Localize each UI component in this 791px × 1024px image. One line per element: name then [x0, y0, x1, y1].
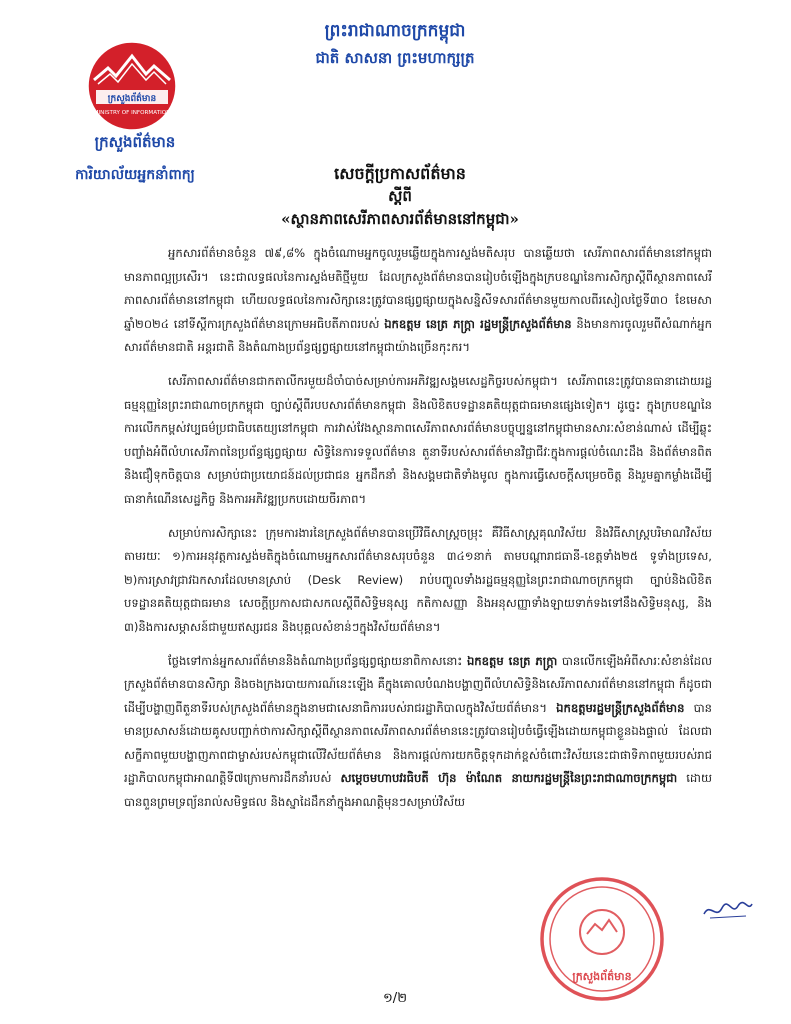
spokesperson-office: ការិយាល័យអ្នកនាំពាក្យ [75, 167, 195, 183]
paragraph-text: បានមានប្រសាសន៍ដោយគូសបញ្ជាក់ថាការសិក្សាស្តីពីស្ថានភាពសេរីភាពសារព័ត៌មាននេះត្រូវបានរៀបចំធ្វើឡើងដោយកម្ពុជាខ្លួនឯងផ្ទាល់ ដែលជាសក្ខីភាពមួយបង្ហាញភាពជាម្ចាស់របស់កម្ពុជាលើវិស័យព័ត៌មាន និងការផ្តល់ការយកចិត្តទុកដាក់ខ្ពស់ចំពោះវិស័យនេះជាផាទិភាពមួយរបស់រាជរដ្ឋាភិបាលកម្ពុជាអាណត្តិទី៧ក្រោមការដឹកនាំរបស់ [124, 700, 712, 786]
press-release-subject: «ស្ថានភាពសេរីភាពសារព័ត៌មាននៅកម្ពុជា» [281, 210, 519, 228]
bold-name: សម្តេចមហាបវរធិបតី ហ៊ុន ម៉ាណែត នាយករដ្ឋមន្ត្រីនៃព្រះរាជាណាចក្រកម្ពុជា [340, 771, 678, 786]
paragraph-4 [124, 650, 712, 815]
kingdom-title: ព្រះរាជាណាចក្រកម្ពុជា [324, 21, 466, 41]
press-release-title: សេចក្តីប្រកាសព័ត៌មាន [334, 164, 466, 183]
document-body [124, 242, 712, 825]
bold-name: ឯកឧត្តមរដ្ឋមន្ត្រីក្រសួងព័ត៌មាន [556, 700, 685, 715]
paragraph-text: ដោយបានពួនព្រមទ្រព្យ័នរាល់សមិទ្ធផល និងស្នាដៃដឹកនាំក្នុងអាណត្តិមុនៗសម្រាប់វិស័យ [124, 771, 712, 810]
logo-khmer-text: ក្រសួងព័ត៌មាន [107, 94, 157, 104]
seal-text: ក្រសួងព័ត៌មាន [572, 970, 632, 983]
signature-icon [700, 896, 756, 924]
paragraph-text: បានលើកឡើងអំពីសារៈសំខាន់ដែលក្រសួងព័ត៌មានបានសិក្សា និងចងក្រងរបាយការណ៍នេះឡើង គឺក្នុងគោលបំណងបង្ហាញពីលំហសិទ្ធិនិងសេរីភាពសារព័ត៌មាននៅកម្ពុជា ក៏ដូចជាដើម្បីបង្ហាញពីតួនាទីរបស់ក្រសួងព័ត៌មានក្នុងនាមជាសេនាធិការរបស់រាជរដ្ឋាភិបាលក្នុងវិស័យព័ត៌មាន។ [124, 653, 713, 715]
kingdom-motto: ជាតិ សាសនា ព្រះមហាក្សត្រ [315, 49, 475, 67]
bold-name: ឯកឧត្តម នេត្រ ភក្ត្រា [466, 653, 558, 668]
bold-name: ឯកឧត្តម នេត្រ ភក្ត្រា រដ្ឋមន្ត្រីក្រសួងព័ត៌មាន [384, 316, 572, 331]
paragraph-1 [124, 242, 712, 360]
logo-english-text: MINISTRY OF INFORMATION [93, 110, 171, 116]
paragraph-text: អ្នកសារព័ត៌មានចំនួន ៧៩,៨% ក្នុងចំណោមអ្នកចូលរួមឆ្លើយក្នុងការស្ទង់មតិសរុប បានឆ្លើយថា សេរីភាពសារព័ត៌មាននៅកម្ពុជាមានភាពល្អប្រសើរ។ នេះជាលទ្ធផលនៃការស្ទង់មតិថ្មីមួយ ដែលក្រសួងព័ត៌មានបានរៀបចំឡើងក្នុងក្របខណ្ឌនៃការសិក្សាស្តីពីស្ថានភាពសេរីភាពសារព័ត៌មាននៅកម្ពុជា ហើយលទ្ធផលនៃការសិក្សានេះត្រូវបានផ្សព្វផ្សាយក្នុងសន្និសីទសារព័ត៌មានមួយកាលពីរសៀលថ្ងៃទី៣០ ខែមេសា ឆ្នាំ២០២៤ នៅទីស្តីការក្រសួងព័ត៌មានក្រោមអធិបតីភាពរបស់ [124, 246, 712, 331]
press-release-about: ស្តីពី [388, 187, 412, 205]
official-seal-icon [537, 872, 667, 1006]
paragraph-text: និងមានការចូលរួមពីសំណាក់អ្នកសារព័ត៌មានជាតិ អន្តរជាតិ និងតំណាងប្រព័ន្ធផ្សព្វផ្សាយនៅកម្ពុជាយ៉ាងច្រើនកុះករ។ [124, 316, 712, 355]
ministry-name: ក្រសួងព័ត៌មាន [94, 133, 176, 151]
page-number: ១/២ [382, 991, 408, 1006]
paragraph-2: សេរីភាពសារព័ត៌មានជាកតាលីករមួយដ៏ចាំបាច់សម្រាប់ការអភិវឌ្ឍសង្គមសេដ្ឋកិច្ចរបស់កម្ពុជា។ សេរីភាពនេះត្រូវបានធានាដោយរដ្ឋធម្មនុញ្ញនៃព្រះរាជាណាចក្រកម្ពុជា ច្បាប់ស្តីពីរបបសារព័ត៌មានកម្ពុជា និងលិខិតបទដ្ឋានគតិយុត្តជាធរមានផ្សេងទៀត។ ដូច្នេះ ក្នុងក្របខណ្ឌនៃការលើកកម្ពស់វប្បធម៌ប្រជាធិបតេយ្យនៅកម្ពុជា ការវាស់វែងស្ថានភាពសេរីភាពសារព័ត៌មានបច្ចុប្បន្ននៅកម្ពុជាមានសារៈសំខាន់ណាស់ ដើម្បីឆ្លុះបញ្ចាំងអំពីលំហសេរីភាពនៃប្រព័ន្ធផ្សព្វផ្សាយ សិទ្ធិនៃការទទួលព័ត៌មាន តួនាទីរបស់សារព័ត៌មានវិជ្ជាជីវៈក្នុងការផ្តល់ចំណេះដឹង និងព័ត៌មានពិត និងជឿទុកចិត្តបាន សម្រាប់ជាប្រយោជន៍ដល់ប្រជាជន អ្នកដឹកនាំ និងសង្គមជាតិទាំងមូល ក្នុងការធ្វើសេចក្តីសម្រេចចិត្ត និងរួមគ្នាកម្លាំងដើម្បីធានាកំណើនសេដ្ឋកិច្ច និងការអភិវឌ្ឍប្រកបដោយចីរភាព។ [124, 373, 712, 506]
paragraph-3: សម្រាប់ការសិក្សានេះ ក្រុមការងារនៃក្រសួងព័ត៌មានបានប្រើវិធីសាស្ត្រចម្រុះ គឺវិធីសាស្ត្រគុណវិស័យ និងវិធីសាស្ត្របរិមាណវិស័យ តាមរយៈ ១)ការអនុវត្តការស្ទង់មតិក្នុងចំណោមអ្នកសារព័ត៌មានសរុបចំនួន ៣៤១នាក់ តាមបណ្តារាជធានី-ខេត្តទាំង២៥ ទូទាំងប្រទេស, ២)ការស្រាវជ្រាវឯកសារដែលមានស្រាប់ (Desk Review) រាប់បញ្ចូលទាំងរដ្ឋធម្មនុញ្ញនៃព្រះរាជាណាចក្រកម្ពុជា ច្បាប់និងលិខិតបទដ្ឋានគតិយុត្តជាធរមាន សេចក្តីប្រកាសជាសកលស្តីពីសិទ្ធិមនុស្ស កតិកាសញ្ញា និងអនុសញ្ញាទាំងឡាយទាក់ទងទៅនឹងសិទ្ធិមនុស្ស, និង ៣)និងការសម្ភាសន៍ជាមួយឥស្សរជន និងបុគ្គលសំខាន់ៗក្នុងវិស័យព័ត៌មាន។ [124, 525, 712, 634]
paragraph-text: ថ្លែងទៅកាន់អ្នកសារព័ត៌មាននិងតំណាងប្រព័ន្ធផ្សព្វផ្សាយនាពិកាសនោះ [168, 653, 467, 668]
ministry-logo-icon [86, 40, 178, 132]
